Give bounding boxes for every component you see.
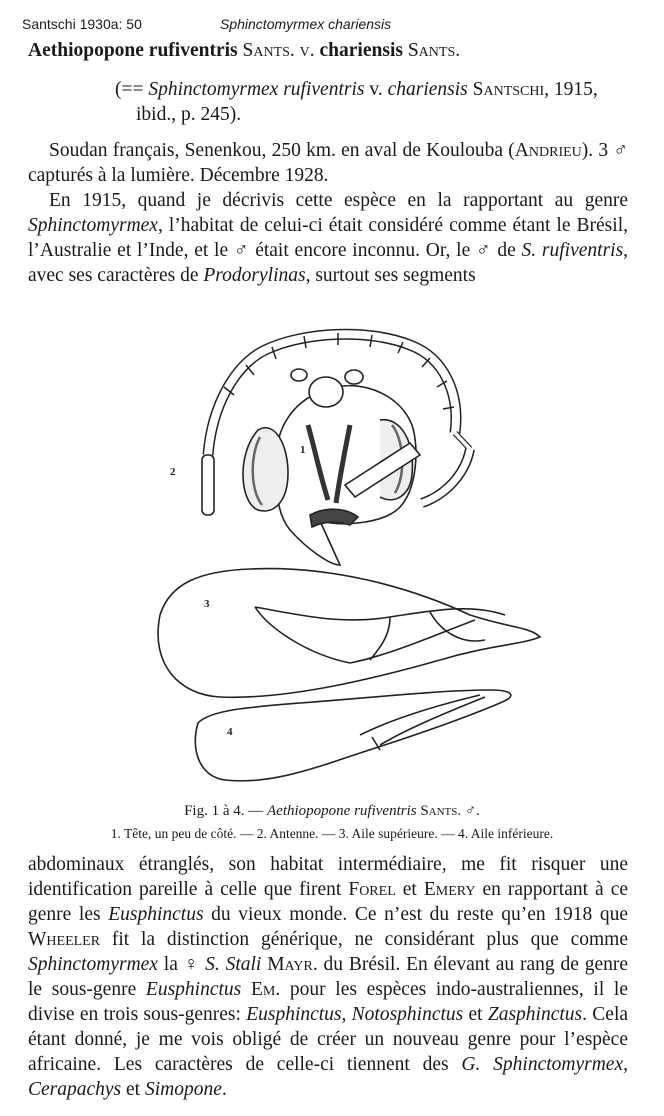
synonymy <box>115 77 635 127</box>
variety-author: Sants. <box>407 40 461 61</box>
taxon-heading <box>28 40 648 62</box>
author-forel: Forel <box>348 879 396 900</box>
female-symbol: ♀ <box>183 954 200 975</box>
head-drawing <box>243 369 420 565</box>
p2-text-1: En 1915, quand je décrivis cette espèce en la rapportant au genre <box>49 190 628 211</box>
locality-paragraph <box>28 138 628 188</box>
p3-text-4: du vieux monde. Ce n’est du reste qu’en 1918 que <box>203 904 629 925</box>
p2-species: S. rufiventris <box>521 240 624 261</box>
syn-var: v. <box>369 79 383 100</box>
syn-ref: ibid., p. 245). <box>136 104 242 125</box>
p2-text-6: , surtout ses segments <box>305 265 476 286</box>
author-em: Em <box>250 979 276 1000</box>
male-symbol: ♂ <box>233 240 250 261</box>
locality-text-a: Soudan français, Senenkou, 250 km. en aval de Koulouba ( <box>49 140 515 161</box>
p3-genus-2: Sphinctomyrmex <box>28 954 158 975</box>
p3-genus-3: Eusphinctus <box>145 979 242 1000</box>
forewing-drawing <box>158 569 540 698</box>
caption-suffix: . <box>476 803 480 819</box>
collector-name: Andrieu <box>514 140 582 161</box>
p3-text-10 <box>241 979 251 1000</box>
p3-genera: G. Sphinctomyrmex, Cerapachys <box>28 1054 628 1100</box>
p3-text-16: . <box>221 1079 227 1100</box>
paragraph-continuation <box>28 852 628 1102</box>
caption-symbol: ♂ <box>464 803 477 819</box>
figure-legend: 1. Tête, un peu de côté. — 2. Antenne. — 3. Aile supérieure. — 4. Aile inférieure. <box>110 826 554 841</box>
p3-text-13: et <box>463 1004 488 1025</box>
male-symbol: ♂ <box>476 240 492 261</box>
p3-text-3: en rapportant à ce genre les <box>28 879 629 925</box>
label-antenna: 2 <box>170 466 176 478</box>
header-species: Sphinctomyrmex chariensis <box>220 16 392 32</box>
p3-text-1: abdominaux étranglés, son habitat intermédiaire, me fit risquer une identification pareille à celle que firent <box>28 854 628 900</box>
p3-text-2: et <box>395 879 424 900</box>
p3-subgenus-1: Eusphinctus <box>246 1004 342 1025</box>
locality-text-b: ). 3 <box>581 140 614 161</box>
caption-prefix: Fig. 1 à 4. — <box>184 803 268 819</box>
locality-text-c: capturés à la lumière. Décembre 1928. <box>28 165 329 186</box>
taxon-name: Aethiopopone rufiventris <box>28 40 238 61</box>
p2-text-3: était encore inconnu. Or, le <box>249 240 477 261</box>
p3-species: S. Stali <box>205 954 262 975</box>
p3-text-11: . pour les espèces indo-australiennes, il le divise en trois sous-genres: <box>28 979 628 1025</box>
figure-illustration <box>140 325 550 795</box>
male-symbol: ♂ <box>613 140 628 161</box>
author-mayr: Mayr <box>267 954 313 975</box>
p3-text-9: . du Brésil. En élevant au rang de genre le sous-genre <box>28 954 629 1000</box>
syn-variety: chariensis <box>387 79 468 100</box>
hindwing-drawing <box>195 690 511 781</box>
p2-text-4: de <box>491 240 522 261</box>
syn-open: (== <box>115 79 144 100</box>
p3-text-14: . Cela étant donné, je me vois obligé de créer un nouveau genre pour l’espèce africaine. Les caractères de celle-ci tiennent des <box>28 1004 629 1075</box>
p3-text-5: fit la distinction générique, ne considérant plus que comme <box>100 929 628 950</box>
p2-text-2: , l’habitat de celui-ci était considéré comme étant le Brésil, l’Australie et l’Inde, et le <box>28 215 628 261</box>
figure-caption <box>0 803 664 820</box>
author-wheeler: Wheeler <box>28 929 101 950</box>
p3-text-12: , <box>341 1004 352 1025</box>
variety-abbr: v. <box>299 40 315 61</box>
p3-text-15: et <box>121 1079 145 1100</box>
author-emery: Emery <box>423 879 476 900</box>
p3-genus-1: Eusphinctus <box>108 904 204 925</box>
syn-year: , 1915, <box>544 79 598 100</box>
paragraph-history <box>28 188 628 288</box>
label-forewing: 3 <box>204 598 210 610</box>
p3-subgenus-2: Notosphinctus <box>351 1004 464 1025</box>
caption-species: Aethiopopone rufiventris <box>267 803 417 819</box>
label-head: 1 <box>300 444 306 456</box>
taxon-variety: chariensis <box>319 40 403 61</box>
taxon-author: Sants. <box>242 40 295 61</box>
p2-genus: Sphinctomyrmex <box>28 215 158 236</box>
p2-group: Prodorylinas <box>203 265 306 286</box>
p3-genus-4: Simopone <box>144 1079 222 1100</box>
label-hindwing: 4 <box>227 726 233 738</box>
syn-author: Santschi <box>472 79 545 100</box>
syn-name: Sphinctomyrmex rufiventris <box>148 79 365 100</box>
header-citation: Santschi 1930a: 50 <box>22 16 142 32</box>
p3-text-6: la <box>157 954 184 975</box>
caption-author: Sants. <box>416 803 462 819</box>
p2-text-5: , avec ses caractères de <box>28 240 629 286</box>
p3-subgenus-3: Zasphinctus <box>487 1004 583 1025</box>
